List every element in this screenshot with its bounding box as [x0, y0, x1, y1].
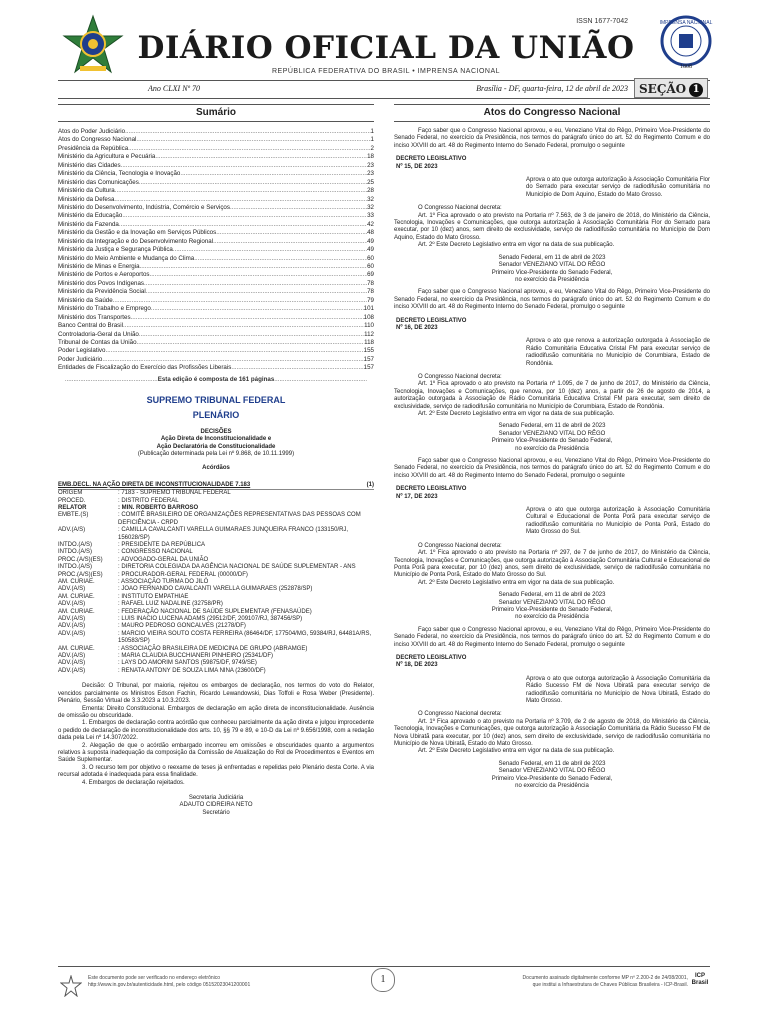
case-title [58, 482, 374, 490]
party-name: : ADVOGADO-GERAL DA UNIÃO [118, 556, 209, 563]
decree-number: Nº 18, DE 2023 [396, 662, 438, 669]
decree-art2: Art. 2º Este Decreto Legislativo entra em vigor na data de sua publicação. [418, 748, 615, 755]
party-role: EMBTE.(S) [58, 512, 89, 519]
party-name: : RAFAEL LUIZ NADALINE (32758/PR) [118, 601, 223, 608]
toc-item-page: 69 [367, 271, 374, 279]
decree-art2: Art. 2º Este Decreto Legislativo entra em vigor na data de sua publicação. [418, 242, 615, 249]
decisoes-sub1: Ação Direta de Inconstitucionalidade e [160, 436, 272, 443]
party-row [58, 668, 374, 675]
decree-art2: Art. 2º Este Decreto Legislativo entra em vigor na data de sua publicação. [418, 579, 615, 586]
toc-row [58, 271, 374, 279]
section-label: SEÇÃO [639, 82, 687, 96]
party-role: ADV.(A/S) [58, 653, 86, 660]
party-row [58, 616, 374, 623]
toc-row [58, 128, 374, 136]
acordaos-heading: Acórdãos [202, 465, 230, 472]
decree-intro: Faço saber que o Congresso Nacional aprovou, e eu, Veneziano Vital do Rêgo, Primeiro Vice-Presidente do Senado Federal, no exercício da Presidência, nos termos do parágrafo único do art. 52 do Regimento Comum e do inciso XXVIII do art. 48 do Regimento Interno do Senado Federal, promulgo o seguinte [394, 626, 710, 648]
section-badge [634, 78, 708, 98]
toc-item-name: Ministério das Comunicações [58, 178, 139, 186]
decree-sign-role: Primeiro Vice-Presidente do Senado Federal, [491, 269, 613, 276]
toc-item-name: Ministério da Ciência, Tecnologia e Inovação [58, 170, 181, 178]
toc-row [58, 246, 374, 254]
page-number: 1 [371, 968, 395, 992]
toc-item-page: 1 [370, 128, 374, 135]
signature-name: ADAUTO CIDREIRA NETO [179, 802, 253, 809]
toc-item-name: Ministério das Cidades [58, 161, 121, 169]
newspaper-title: DIÁRIO OFICIAL DA UNIÃO [137, 30, 635, 66]
party-name: : MARCIO VIEIRA SOUTO COSTA FERREIRA (86464/DF, 177504/MG, 59384/RJ, 64481A/RS, 150583/SP) [118, 630, 372, 645]
toc-leader [213, 238, 367, 246]
toc-item-name: Ministério da Cultura [58, 187, 115, 195]
decree-sign-role: Primeiro Vice-Presidente do Senado Federal, [491, 606, 613, 613]
decree-ementa: Aprova o ato que outorga autorização à Associação Comunitária Cultural e Educacional de Ponta Porã para executar serviço de radiodifusão comunitária no Município de Ponta Porã, Estado do Mato Grosso do Sul. [526, 507, 710, 536]
icp-brasil-logo: ICP Brasil [691, 973, 709, 986]
toc-row [58, 229, 374, 237]
party-role: ADV.(A/S) [58, 527, 86, 534]
decree-sign-date: Senado Federal, em 11 de abril de 2023 [498, 423, 606, 430]
toc-leader [144, 280, 367, 288]
toc-item-name: Atos do Congresso Nacional [58, 136, 137, 144]
decree-sign-date: Senado Federal, em 11 de abril de 2023 [498, 254, 606, 261]
imprensa-badge-text: IMPRENSA NACIONAL [659, 20, 713, 26]
toc-item-page: 28 [367, 187, 374, 195]
toc-item-page: 157 [363, 364, 374, 372]
decree-sign-name: Senador VENEZIANO VITAL DO RÊGO [498, 768, 606, 775]
decree-decreta: O Congresso Nacional decreta: [418, 205, 502, 212]
toc-row [58, 314, 374, 322]
toc-item-name: Poder Legislativo [58, 347, 106, 355]
decree-sign-role2: no exercício da Presidência [515, 783, 589, 790]
party-role: ADV.(A/S) [58, 667, 86, 674]
party-role: PROC.(A/S)(ES) [58, 571, 103, 578]
toc-item-page: 25 [367, 178, 374, 186]
toc-leader [125, 128, 370, 136]
toc-leader [105, 347, 363, 355]
party-name: : MAURO PEDROSO GONCALVES (21278/DF) [118, 623, 246, 630]
toc-leader [139, 331, 364, 339]
toc-item-name: Ministério da Agricultura e Pecuária [58, 153, 156, 161]
toc-row [58, 170, 374, 178]
party-row [58, 512, 374, 527]
toc-row [58, 347, 374, 355]
toc-item-name: Ministério dos Povos Indígenas [58, 279, 144, 287]
toc-leader [140, 263, 368, 271]
imprensa-year: 1808 [680, 64, 692, 70]
ementa-item: 1. Embargos de declaração contra acórdão que conheceu parcialmente da ação direta e julgou improcedente o pedido de declaração de inconstitucionalidade dos arts. 10, §§ 79 e 89, e 10-D da Lei nº 9.656/1998, com a redação dada pela Lei nº 14.307/2022. [58, 720, 374, 742]
decisoes-heading: DECISÕES [200, 428, 232, 435]
toc-row [58, 288, 374, 296]
toc-leader [137, 339, 365, 347]
toc-item-name: Atos do Poder Judiciário [58, 128, 126, 135]
decree-sign-name: Senador VENEZIANO VITAL DO RÊGO [498, 430, 606, 437]
decree-sign-name: Senador VENEZIANO VITAL DO RÊGO [498, 599, 606, 606]
toc-leader [230, 204, 367, 212]
signature-dept: Secretaria Judiciária [188, 794, 244, 801]
toc-leader [102, 356, 363, 364]
decree-block [394, 289, 710, 453]
party-role: AM. CURIAE. [58, 645, 95, 652]
toc-item-page: 32 [367, 203, 374, 211]
decree-sign-role: Primeiro Vice-Presidente do Senado Federal, [491, 438, 613, 445]
edition-number: Ano CLXI Nº 70 [148, 84, 201, 93]
toc-leader [216, 229, 367, 237]
toc-item-page: 23 [367, 161, 374, 169]
ementa-items [58, 720, 374, 787]
decree-decreta: O Congresso Nacional decreta: [418, 711, 502, 718]
party-name: : LAYS DO AMORIM SANTOS (59875/DF, 9749/SE) [118, 660, 257, 667]
party-name: : RENATA ANTONY DE SOUZA LIMA NINA (23600/DF) [118, 667, 266, 674]
decree-sign-role2: no exercício da Presidência [515, 445, 589, 452]
decree-type: DECRETO LEGISLATIVO [396, 654, 467, 661]
toc-row [58, 221, 374, 229]
congresso-title: Atos do Congresso Nacional [394, 104, 710, 122]
party-role: ADV.(A/S) [58, 630, 86, 637]
decree-art1: Art. 1º Fica aprovado o ato previsto na Portaria nº 3.709, de 2 de agosto de 2018, do Ministério da Ciência, Tecnologia, Inovações e Comunicações, que outorga autorização à Associação Comunitária da Rádio Sucesso FM de Nova Ubiratã para executar, por 10 (dez) anos, sem direito de exclusividade, serviço de radiodifusão comunitária no Município de Nova Ubiratã, Estado do Mato Grosso. [394, 718, 710, 748]
footer-right-line1: Documento assinado digitalmente conforme MP nº 2.200-2 de 24/08/2001, [522, 975, 688, 981]
toc-row [58, 204, 374, 212]
party-row [58, 498, 374, 505]
toc-row [58, 263, 374, 271]
plenario-title: PLENÁRIO [192, 409, 240, 420]
toc-item-name: Ministério da Saúde [58, 296, 113, 304]
party-row [58, 564, 374, 571]
party-name: : LUIS INACIO LUCENA ADAMS (29512/DF, 209107/RJ, 387456/SP) [118, 616, 303, 623]
toc-leader [231, 364, 363, 372]
party-row [58, 490, 374, 497]
party-role: ADV.(A/S) [58, 623, 86, 630]
party-row [58, 660, 374, 667]
toc-row [58, 196, 374, 204]
ementa-item: 3. O recurso tem por objetivo o reexame de teses já enfrentadas e repelidas pelo Plenário desta Corte. A via recursal adotada é inadequada para essa finalidade. [58, 764, 374, 779]
party-name: : COMITÊ BRASILEIRO DE ORGANIZAÇÕES REPRESENTATIVAS DAS PESSOAS COM DEFICIÊNCIA - CRPD [118, 512, 361, 526]
toc-item-page: 155 [363, 347, 374, 355]
party-name: : DIRETORIA COLEGIADA DA AGÊNCIA NACIONAL DE SAÚDE SUPLEMENTAR - ANS [118, 564, 356, 571]
toc-row [58, 145, 374, 153]
toc-item-name: Ministério de Portos e Aeroportos [58, 271, 150, 279]
party-role: INTDO.(A/S) [58, 549, 92, 556]
decree-type: DECRETO LEGISLATIVO [396, 486, 467, 493]
toc-item-page: 42 [367, 220, 374, 228]
coat-of-arms-small-icon [60, 975, 82, 997]
toc-item-page: 48 [367, 229, 374, 237]
decisao-paragraph: Decisão: O Tribunal, por maioria, rejeitou os embargos de declaração, nos termos do voto do Relator, vencidos parcialmente os Ministros Edson Fachin, Ricardo Lewandowski, Dias Toffoli e Rosa Weber (Presidente). Plenário, Sessão Virtual de 3.3.2023 a 10.3.2023. [58, 683, 374, 705]
right-column [394, 104, 710, 795]
toc-item-name: Ministério da Fazenda [58, 220, 119, 228]
toc-leader [122, 212, 367, 220]
party-row [58, 609, 374, 616]
party-row [58, 527, 374, 542]
toc-item-page: 118 [364, 338, 374, 346]
party-role: ADV.(A/S) [58, 601, 86, 608]
toc-row [58, 153, 374, 161]
decree-sign-date: Senado Federal, em 11 de abril de 2023 [498, 592, 606, 599]
toc-item-page: 18 [367, 153, 374, 161]
toc-item-name: Controladoria-Geral da União [58, 330, 139, 338]
party-role: ORIGEM [58, 490, 83, 497]
place-date: Brasília - DF, quarta-feira, 12 de abril de 2023 [476, 84, 628, 93]
decree-sign-name: Senador VENEZIANO VITAL DO RÊGO [498, 262, 606, 269]
party-role: ADV.(A/S) [58, 586, 86, 593]
party-role: AM. CURIAE. [58, 579, 95, 585]
toc-item-name: Ministério da Educação [58, 212, 123, 220]
coat-of-arms-icon [62, 14, 124, 76]
toc-item-name: Ministério de Minas e Energia [58, 263, 140, 270]
decree-art1: Art. 1º Fica aprovado o ato previsto na Portaria nº 7.563, de 3 de janeiro de 2018, do Ministério da Ciência, Tecnologia, Inovações e Comunicações, que outorga autorização à Associação Comunitária Flor do Serrado para executar, por 10 (dez) anos, sem direito de exclusividade, serviço de radiodifusão comunitária no Município de Dom Aquino, Estado do Mato Grosso. [394, 212, 710, 241]
toc-item-name: Ministério da Defesa [58, 195, 115, 203]
decree-blocks [394, 128, 710, 790]
toc-leader [119, 221, 367, 229]
case-number: (1) [366, 481, 374, 488]
decree-sign-date: Senado Federal, em 11 de abril de 2023 [498, 760, 606, 767]
decree-intro: Faço saber que o Congresso Nacional aprovou, e eu, Veneziano Vital do Rêgo, Primeiro Vice-Presidente do Senado Federal, no exercício da Presidência, nos termos do parágrafo único do art. 52 do Regimento Comum e do inciso XXVIII do art. 48 do Regimento Interno do Senado Federal, promulgo o seguinte [394, 128, 710, 149]
toc-row [58, 331, 374, 339]
toc-item-name: Presidência da República [58, 144, 129, 152]
toc-item-name: Ministério do Meio Ambiente e Mudança do Clima [58, 254, 195, 262]
party-role: RELATOR [58, 504, 87, 511]
toc-leader [136, 136, 370, 144]
toc-leader [123, 322, 364, 330]
signature-role: Secretário [202, 809, 230, 816]
header-rule [58, 80, 710, 81]
footer-right [498, 975, 688, 988]
toc-item-page: 2 [370, 144, 374, 152]
decree-intro: Faço saber que o Congresso Nacional aprovou, e eu, Veneziano Vital do Rêgo, Primeiro Vice-Presidente do Senado Federal, no exercício da Presidência, nos termos do parágrafo único do art. 52 do Regimento Comum e do inciso XXVIII do art. 48 do Regimento Interno do Senado Federal, promulgo o seguinte [394, 458, 710, 479]
party-role: ADV.(A/S) [58, 616, 86, 623]
decree-art2: Art. 2º Este Decreto Legislativo entra em vigor na data de sua publicação. [418, 411, 615, 417]
decree-block [394, 128, 710, 284]
toc-row [58, 339, 374, 347]
toc-leader [173, 246, 367, 254]
toc-row [58, 187, 374, 195]
ementa-item: 4. Embargos de declaração rejeitados. [82, 779, 185, 786]
party-row [58, 549, 374, 556]
newspaper-subtitle: REPÚBLICA FEDERATIVA DO BRASIL • IMPRENSA NACIONAL [271, 68, 501, 75]
decree-sign-role2: no exercício da Presidência [515, 614, 589, 621]
toc-row [58, 280, 374, 288]
toc-leader [151, 305, 364, 313]
decree-block [394, 627, 710, 791]
edition-note-text: Esta edição é composta de 161 páginas [157, 375, 275, 383]
toc-leader [113, 297, 367, 305]
edition-line [58, 82, 638, 96]
toc-item-name: Poder Judiciário [58, 355, 103, 363]
party-role: AM. CURIAE. [58, 593, 95, 600]
toc-item-page: 78 [367, 279, 374, 287]
party-role: PROCED. [58, 497, 86, 504]
toc-item-name: Ministério dos Transportes [58, 313, 131, 321]
toc-item-name: Ministério da Gestão e da Inovação em Serviços Públicos [58, 229, 217, 237]
decree-sign-role: Primeiro Vice-Presidente do Senado Federal, [491, 775, 613, 782]
party-name: : CONGRESSO NACIONAL [118, 549, 193, 556]
party-row [58, 586, 374, 593]
decree-number: Nº 16, DE 2023 [396, 324, 438, 331]
toc-item-name: Entidades de Fiscalização do Exercício das Profissões Liberais [58, 364, 232, 372]
toc-item-page: 79 [367, 296, 374, 304]
party-row [58, 601, 374, 608]
party-name: : INSTITUTO EMPATHIAE [118, 593, 189, 600]
stf-title: SUPREMO TRIBUNAL FEDERAL [146, 394, 286, 405]
decree-art1: Art. 1º Fica aprovado o ato previsto na Portaria nº 1.095, de 7 de junho de 2017, do Ministério da Ciência, Tecnologia, Inovações e Comunicações, que renova, por 10 (dez) anos, a partir de 26 de agosto de 2014, a autorização outorgada à Associação de Rádio Comunitária Educativa Cristal FM para executar, sem direito de exclusividade, serviço de radiodifusão comunitária no Município de Corumbiara, Estado de Rondônia. [394, 381, 710, 410]
toc-item-page: 1 [370, 136, 374, 144]
decree-decreta: O Congresso Nacional decreta: [418, 373, 502, 380]
left-column [58, 104, 374, 817]
party-name: : 7183 - SUPREMO TRIBUNAL FEDERAL [118, 490, 231, 497]
header-rule-bottom [58, 98, 710, 99]
decree-type: DECRETO LEGISLATIVO [396, 317, 467, 324]
footer-left-line2: http://www.in.gov.br/autenticidade.html, pelo código 05152023041200001 [88, 981, 251, 988]
footer-right-line2: que institui a Infraestrutura de Chaves Públicas Brasileira - ICP-Brasil. [532, 981, 688, 988]
decree-ementa: Aprova o ato que renova a autorização outorgada à Associação de Rádio Comunitária Educativa Cristal FM para executar serviço de radiodifusão comunitária no Município de Corumbiara, Estado de Rondônia. [526, 338, 710, 367]
toc-row [58, 212, 374, 220]
toc-item-name: Ministério do Desenvolvimento, Indústria, Comércio e Serviços [58, 203, 230, 211]
ementa-item: 2. Alegação de que o acórdão embargado incorreu em omissões e obscuridades quanto a argumentos relativos à suposta inadequação da composição da Comissão de Atualização do Rol de Procedimentos e Eventos em Saúde Suplementar. [58, 742, 374, 764]
toc-leader [149, 271, 367, 279]
party-name: : FEDERAÇÃO NACIONAL DE SAÚDE SUPLEMENTAR (FENASAÚDE) [118, 608, 312, 615]
issn-label: ISSN 1677-7042 [576, 18, 628, 25]
decree-sign-role2: no exercício da Presidência [515, 276, 589, 283]
toc-row [58, 162, 374, 170]
toc-leader [114, 196, 367, 204]
party-name: : MIN. ROBERTO BARROSO [118, 504, 199, 511]
toc-item-page: 32 [367, 195, 374, 203]
toc-item-name: Ministério do Trabalho e Emprego [58, 305, 151, 313]
footer-left-line1: Este documento pode ser verificado no endereço eletrônico [88, 975, 221, 981]
sumario-title: Sumário [58, 104, 374, 122]
party-row [58, 623, 374, 630]
toc-leader [121, 162, 368, 170]
edition-note: ......................................................Esta edição é composta de 161 páginas...................................................... [64, 375, 368, 383]
toc-row [58, 356, 374, 364]
toc-leader [180, 170, 367, 178]
party-role: ADV.(A/S) [58, 660, 86, 667]
party-role: INTDO.(A/S) [58, 564, 92, 571]
toc-item-page: 60 [367, 263, 374, 270]
decree-number: Nº 15, DE 2023 [396, 163, 438, 170]
section-number: 1 [689, 83, 703, 97]
party-row [58, 572, 374, 579]
table-of-contents [58, 128, 374, 373]
toc-leader [131, 314, 364, 322]
decree-intro: Faço saber que o Congresso Nacional aprovou, e eu, Veneziano Vital do Rêgo, Primeiro Vice-Presidente do Senado Federal, no exercício da Presidência, nos termos do parágrafo único do art. 52 do Regimento Comum e do inciso XXVIII do art. 48 do Regimento Interno do Senado Federal, promulgo o seguinte [394, 289, 710, 311]
toc-row [58, 136, 374, 144]
party-row [58, 579, 374, 586]
toc-item-page: 108 [363, 313, 374, 321]
decisoes-sub2: Ação Declaratória de Constitucionalidade [156, 443, 276, 450]
party-name: : CAMILLA CAVALCANTI VARELLA GUIMARAES JUNQUEIRA FRANCO (133150/RJ, 156028/SP) [118, 527, 349, 541]
toc-item-page: 78 [367, 288, 374, 296]
toc-item-page: 110 [364, 322, 374, 330]
toc-item-name: Banco Central do Brasil [58, 322, 124, 330]
toc-item-page: 23 [367, 170, 374, 178]
toc-row [58, 297, 374, 305]
toc-row [58, 255, 374, 263]
toc-item-page: 101 [363, 305, 374, 313]
toc-item-name: Ministério da Justiça e Segurança Pública [58, 246, 173, 254]
party-name: : PROCURADOR-GERAL FEDERAL (00000/DF) [118, 571, 248, 578]
toc-item-page: 112 [364, 330, 374, 338]
decree-ementa: Aprova o ato que outorga autorização à Associação Comunitária Flor do Serrado para executar serviço de radiodifusão comunitária no Município de Dom Aquino, Estado do Mato Grosso. [526, 177, 710, 198]
toc-item-name: Tribunal de Contas da União [58, 338, 137, 346]
party-role: PROC.(A/S)(ES) [58, 556, 103, 563]
toc-item-page: 49 [367, 237, 374, 245]
toc-leader [128, 145, 370, 153]
toc-item-page: 49 [367, 246, 374, 254]
party-name: : PRESIDENTE DA REPÚBLICA [118, 541, 206, 548]
party-row [58, 653, 374, 660]
toc-row [58, 179, 374, 187]
toc-leader [194, 255, 367, 263]
parties-list [58, 490, 374, 675]
party-row [58, 594, 374, 601]
party-name: : JOAO FERNANDO CAVALCANTI VARELLA GUIMARAES (252878/SP) [118, 586, 313, 593]
toc-leader [155, 153, 367, 161]
toc-item-page: 33 [367, 212, 374, 220]
party-name: : ASSOCIAÇÃO BRASILEIRA DE MEDICINA DE GRUPO (ABRAMGE) [118, 645, 308, 652]
case-title-text: EMB.DECL. NA AÇÃO DIRETA DE INCONSTITUCIONALIDADE 7.183 [58, 481, 251, 488]
decree-art1: Art. 1º Fica aprovado o ato previsto na Portaria nº 297, de 7 de junho de 2017, do Ministério da Ciência, Tecnologia, Inovações e Comunicações, que outorga autorização à Associação Comunitária Cultural e Educacional de Ponta Porã para executar, por 10 (dez) anos, sem direito de exclusividade, serviço de radiodifusão comunitária no Município de Ponta Porã, Estado do Mato Grosso do Sul. [394, 550, 710, 579]
toc-leader [115, 187, 367, 195]
party-name: : MARIA CLAUDIA BUCCHIANERI PINHEIRO (25341/DF) [118, 653, 274, 660]
ementa-paragraph: Ementa: Direito Constitucional. Embargos de declaração em ação direta de inconstitucionalidade. Ausência de omissão ou obscuridade. [58, 705, 374, 719]
decree-type: DECRETO LEGISLATIVO [396, 156, 467, 163]
party-role: AM. CURIAE. [58, 608, 95, 615]
toc-leader [146, 288, 367, 296]
toc-item-page: 157 [363, 355, 374, 363]
decree-decreta: O Congresso Nacional decreta: [418, 542, 502, 549]
party-row [58, 631, 374, 646]
footer-left [88, 975, 250, 988]
party-name: : DISTRITO FEDERAL [118, 497, 179, 504]
party-row [58, 542, 374, 549]
decree-number: Nº 17, DE 2023 [396, 493, 438, 500]
decisoes-sub3: (Publicação determinada pela Lei nº 9.868, de 10.11.1999) [137, 450, 295, 457]
decree-ementa: Aprova o ato que outorga autorização à Associação Comunitária da Rádio Sucesso FM de Nova Ubiratã para executar serviço de radiodifusão comunitária no Município de Nova Ubiratã, Estado do Mato Grosso. [526, 675, 710, 704]
toc-leader [139, 179, 367, 187]
party-name: : ASSOCIAÇÃO TURMA DO JILÓ [118, 579, 209, 585]
decree-block [394, 458, 710, 622]
toc-row [58, 305, 374, 313]
toc-item-name: Ministério da Integração e do Desenvolvimento Regional [58, 237, 214, 245]
toc-item-page: 60 [367, 254, 374, 262]
party-row [58, 646, 374, 653]
toc-item-name: Ministério da Previdência Social [58, 288, 146, 296]
toc-row [58, 364, 374, 372]
toc-row [58, 238, 374, 246]
toc-row [58, 322, 374, 330]
party-role: INTDO.(A/S) [58, 541, 92, 548]
